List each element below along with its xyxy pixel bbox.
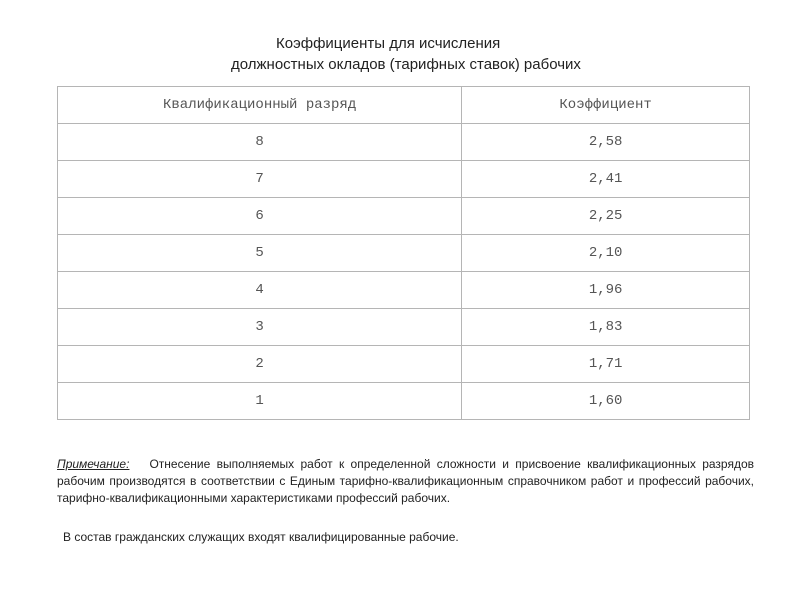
grade-cell: 8 xyxy=(58,124,462,161)
staff-note: В состав гражданских служащих входят квалифицированные рабочие. xyxy=(63,530,459,544)
grade-cell: 6 xyxy=(58,198,462,235)
header-coefficient: Коэффициент xyxy=(462,87,750,124)
note-paragraph xyxy=(57,456,754,507)
grade-cell: 7 xyxy=(58,161,462,198)
table-row xyxy=(58,198,750,235)
table-row xyxy=(58,235,750,272)
coefficient-cell: 1,83 xyxy=(462,309,750,346)
table-row xyxy=(58,272,750,309)
coefficient-cell: 2,41 xyxy=(462,161,750,198)
title-line-2: должностных окладов (тарифных ставок) рабочих xyxy=(231,56,581,73)
coefficient-cell: 2,25 xyxy=(462,198,750,235)
coefficient-cell: 1,71 xyxy=(462,346,750,383)
coefficient-cell: 2,58 xyxy=(462,124,750,161)
coefficient-cell: 2,10 xyxy=(462,235,750,272)
coefficient-table xyxy=(57,86,750,420)
grade-cell: 1 xyxy=(58,383,462,420)
table-row xyxy=(58,309,750,346)
table-header-row xyxy=(58,87,750,124)
grade-cell: 3 xyxy=(58,309,462,346)
coefficient-cell: 1,96 xyxy=(462,272,750,309)
note-text: Отнесение выполняемых работ к определенной сложности и присвоение квалификационных разрядов рабочим производятся в соответствии с Единым тарифно-квалификационным справочником работ и профессий рабочих, тарифно-квалификационными характеристиками профессий рабочих. xyxy=(57,457,754,505)
title-line-1: Коэффициенты для исчисления xyxy=(276,35,501,52)
grade-cell: 4 xyxy=(58,272,462,309)
header-grade: Квалификационный разряд xyxy=(58,87,462,124)
grade-cell: 5 xyxy=(58,235,462,272)
table-row xyxy=(58,346,750,383)
table-row xyxy=(58,161,750,198)
table-row xyxy=(58,124,750,161)
coefficient-cell: 1,60 xyxy=(462,383,750,420)
table-row xyxy=(58,383,750,420)
note-label: Примечание: xyxy=(57,457,130,471)
grade-cell: 2 xyxy=(58,346,462,383)
